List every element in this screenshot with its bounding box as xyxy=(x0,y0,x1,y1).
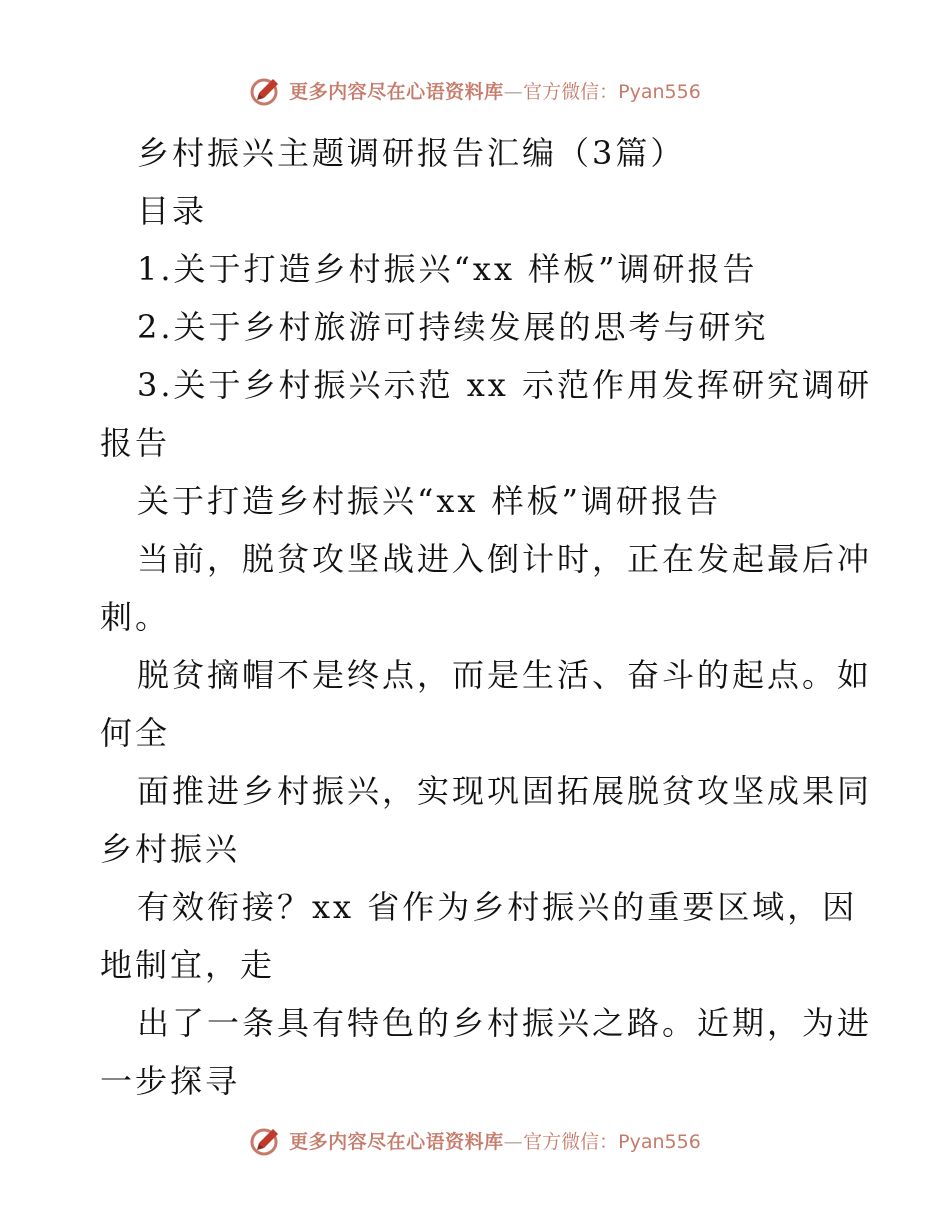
footer-watermark xyxy=(0,1120,950,1160)
toc-heading: 目录 xyxy=(137,192,208,230)
watermark-text: 更多内容尽在心语资料库—官方微信：Pyan556 xyxy=(289,80,701,103)
paragraph-line: 何全 xyxy=(100,714,171,752)
paragraph-line: 出了一条具有特色的乡村振兴之路。近期，为进 xyxy=(137,1004,873,1042)
pen-logo-icon xyxy=(249,1123,283,1157)
paragraph-line: 地制宜，走 xyxy=(100,946,276,984)
pen-logo-icon xyxy=(249,73,283,107)
paragraph-line: 一步探寻 xyxy=(100,1062,241,1100)
section-heading: 关于打造乡村振兴“xx 样板”调研报告 xyxy=(137,482,721,520)
paragraph-line: 当前，脱贫攻坚战进入倒计时，正在发起最后冲 xyxy=(137,540,873,578)
paragraph-line: 乡村振兴 xyxy=(100,830,241,868)
paragraph-line: 有效衔接？xx 省作为乡村振兴的重要区域，因 xyxy=(137,888,858,926)
watermark-text: 更多内容尽在心语资料库—官方微信：Pyan556 xyxy=(289,1130,701,1153)
toc-item-3-cont: 报告 xyxy=(100,424,171,462)
paragraph-line: 面推进乡村振兴，实现巩固拓展脱贫攻坚成果同 xyxy=(137,772,873,810)
toc-item-3: 3.关于乡村振兴示范 xx 示范作用发挥研究调研 xyxy=(137,366,872,404)
paragraph-line: 刺。 xyxy=(100,598,171,636)
header-watermark xyxy=(0,70,950,110)
doc-title: 乡村振兴主题调研报告汇编（3篇） xyxy=(137,134,686,172)
paragraph-line: 脱贫摘帽不是终点，而是生活、奋斗的起点。如 xyxy=(137,656,873,694)
document-body xyxy=(100,124,873,1110)
toc-item-2: 2.关于乡村旅游可持续发展的思考与研究 xyxy=(137,308,769,346)
toc-item-1: 1.关于打造乡村振兴“xx 样板”调研报告 xyxy=(137,250,758,288)
